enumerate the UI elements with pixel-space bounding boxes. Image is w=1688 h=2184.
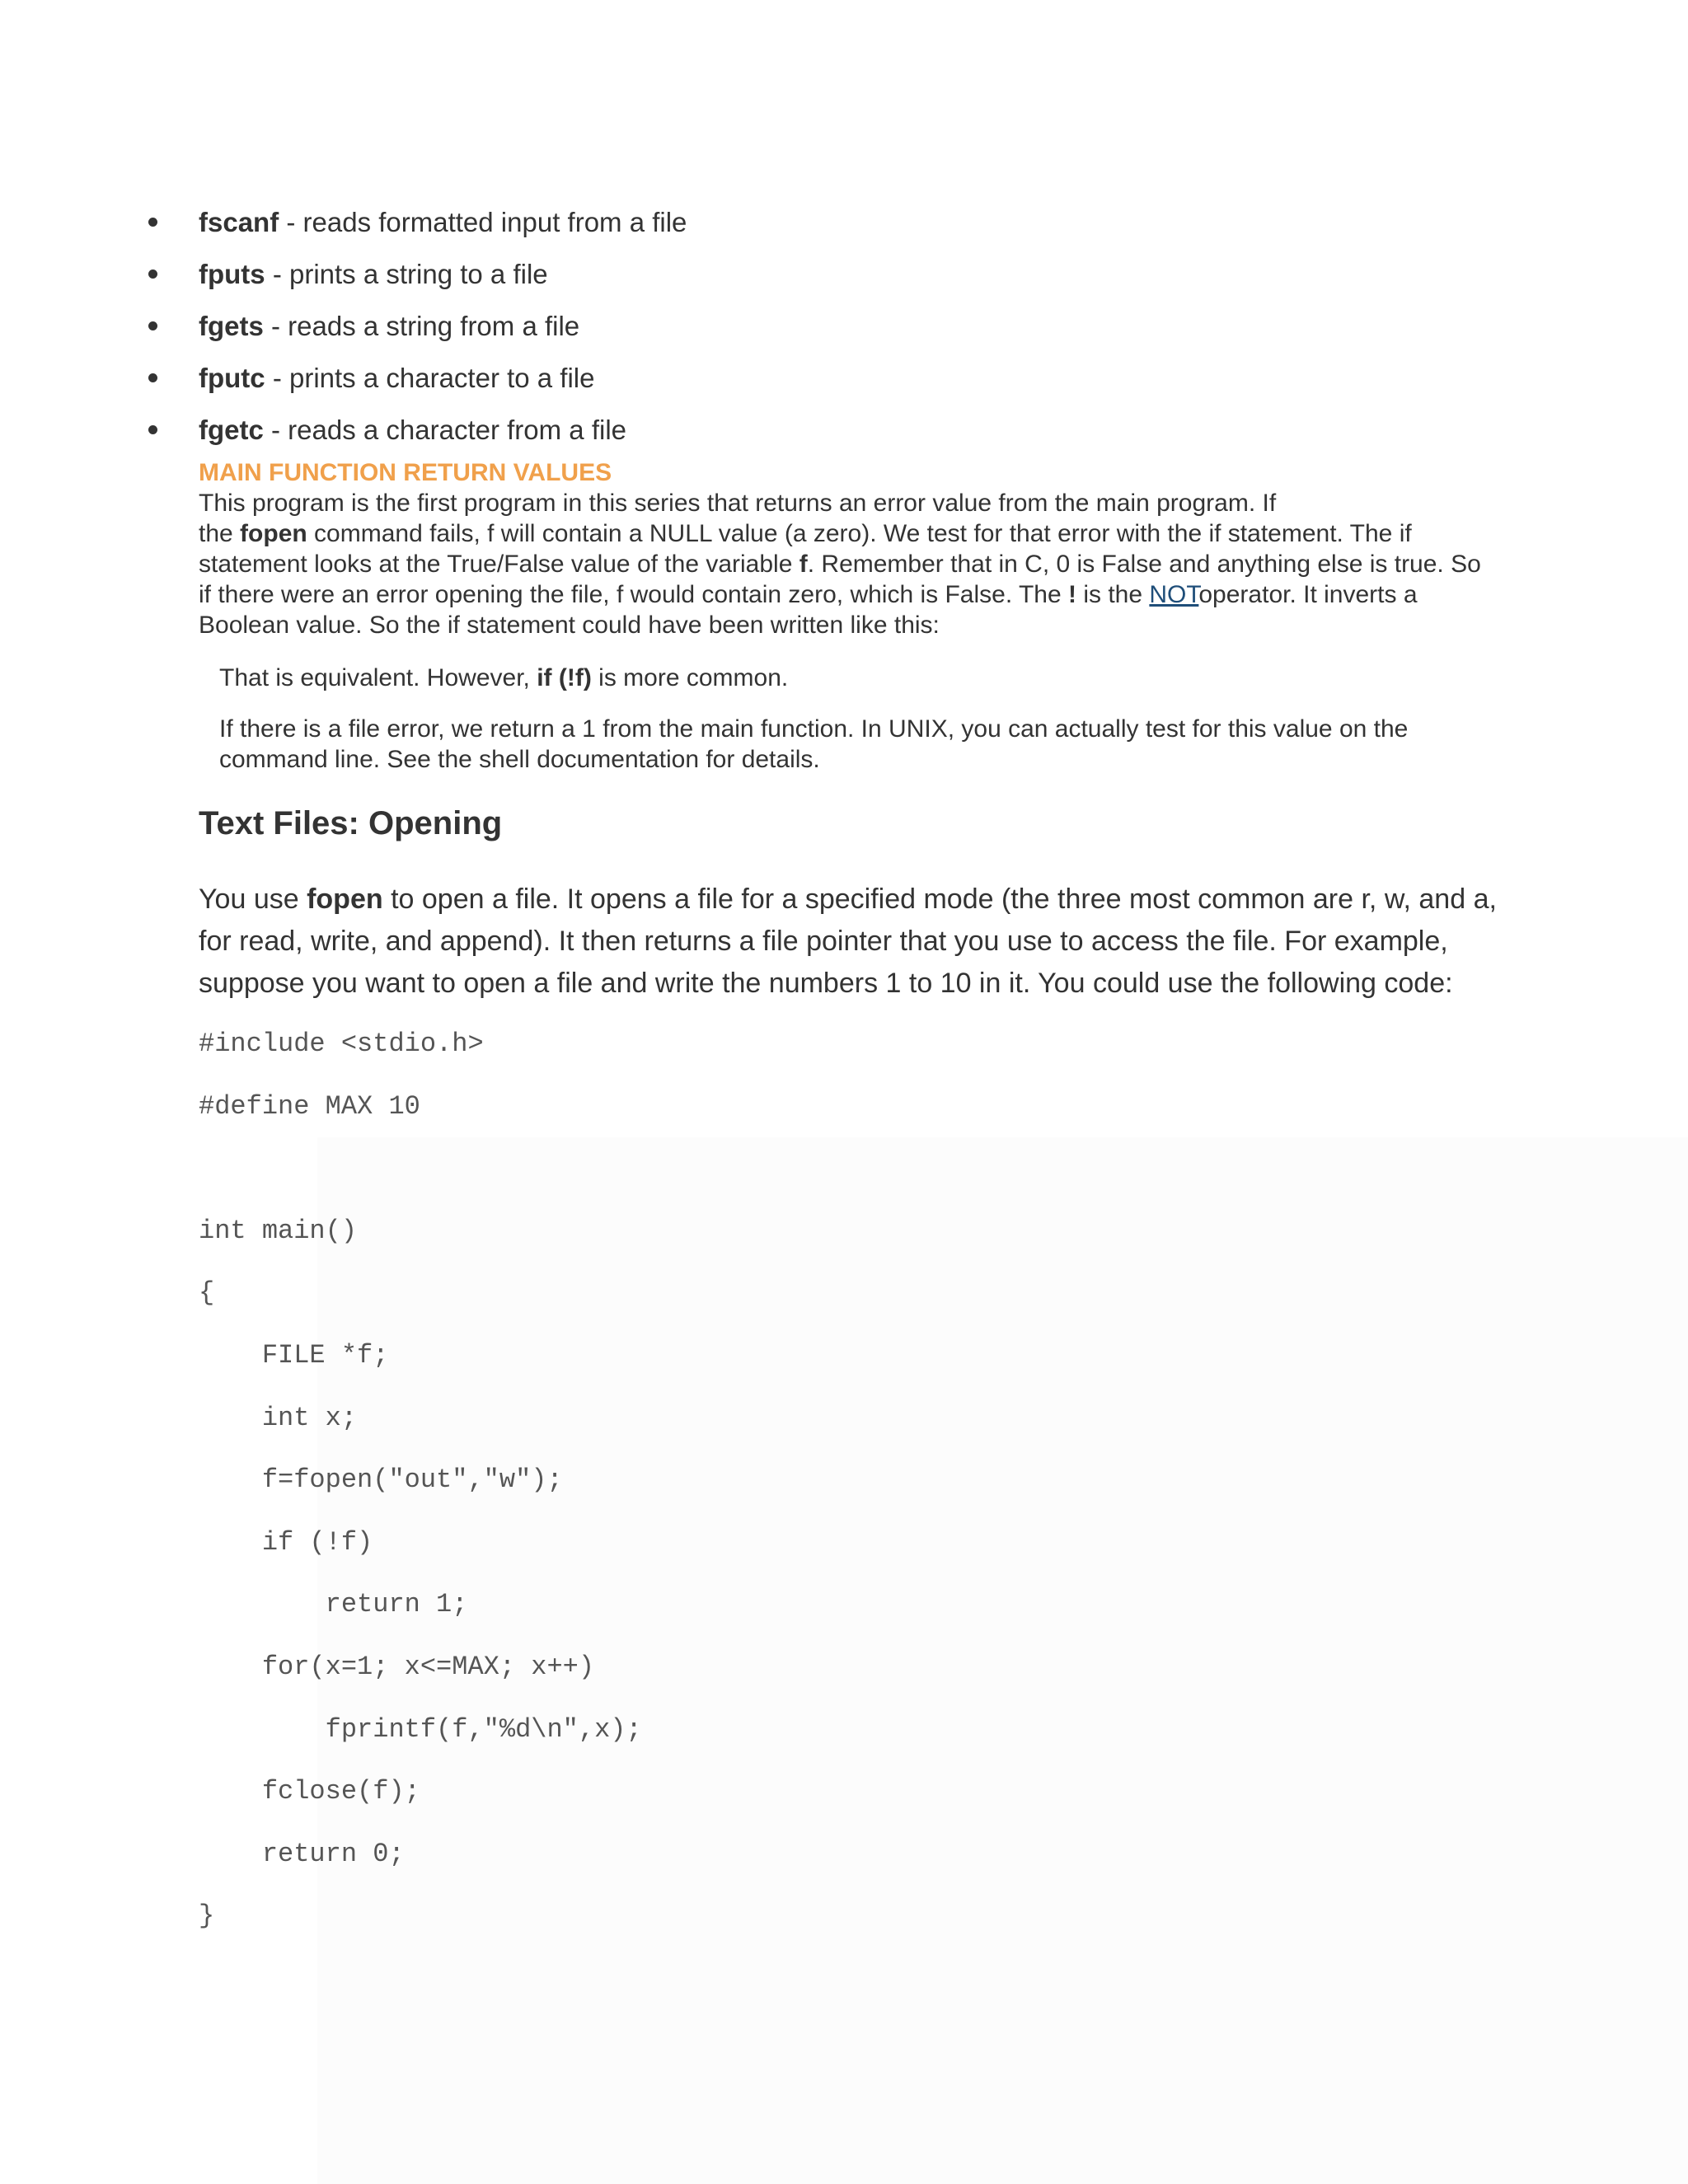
list-item: [0, 404, 1688, 456]
paragraph-line: [199, 518, 1517, 549]
paragraph-line: [199, 879, 1497, 921]
function-description: - reads a string from a file: [263, 311, 580, 341]
function-name: fgetc: [199, 415, 264, 445]
function-name: fgets: [199, 311, 264, 341]
code-line: return 1;: [199, 1589, 468, 1620]
text-run: the: [199, 520, 241, 547]
paragraph-line: [199, 549, 1517, 579]
code-line: fclose(f);: [199, 1776, 420, 1807]
code-block: [199, 1024, 642, 1959]
paragraph-line: [199, 579, 1517, 610]
text-run: to open a file. It opens a file for a specified mode (the three most common are r, w, and a,: [382, 883, 1497, 915]
list-item: [0, 196, 1688, 248]
paragraph-line: This program is the first program in this series that returns an error value from the main program. If: [199, 490, 1277, 517]
bold-term: !: [1068, 581, 1076, 608]
fopen-paragraph: [199, 879, 1497, 1005]
text-run: if there were an error opening the file, f would contain zero, which is False. The: [199, 581, 1068, 608]
paragraph-line: If there is a file error, we return a 1 from the main function. In UNIX, you can actually test for this value on the: [219, 715, 1409, 743]
code-line: }: [199, 1900, 215, 1932]
code-line: fprintf(f,"%d\n",x);: [199, 1713, 642, 1745]
paragraph-line: Boolean value. So the if statement could have been written like this:: [199, 612, 940, 639]
paragraph-line: command line. See the shell documentation for details.: [219, 746, 820, 773]
function-list: [0, 196, 1688, 456]
code-line: {: [199, 1277, 215, 1309]
paragraph-line: suppose you want to open a file and write the numbers 1 to 10 in it. You could use the following code:: [199, 968, 1453, 999]
not-operator-link[interactable]: NOT: [1149, 581, 1199, 608]
code-line: [199, 1149, 642, 1212]
function-name: fscanf: [199, 207, 279, 237]
bold-term: if (!f): [537, 664, 592, 691]
bullet-icon: [148, 321, 157, 330]
function-name: fputs: [199, 259, 265, 289]
code-line: #define MAX 10: [199, 1090, 420, 1122]
bullet-icon: [148, 373, 157, 382]
text-run: is more common.: [591, 664, 789, 691]
text-run: statement looks at the True/False value of the variable: [199, 551, 799, 578]
bold-term: f: [799, 551, 808, 578]
text-run: command fails, f will contain a NULL value (a zero). We test for that error with the if statement. The if: [307, 520, 1412, 547]
text-run: operator. It inverts a: [1198, 581, 1418, 608]
bullet-icon: [148, 269, 157, 279]
bold-term: fopen: [307, 883, 383, 915]
function-description: - reads formatted input from a file: [279, 207, 687, 237]
code-line: int x;: [199, 1402, 358, 1433]
return-values-paragraph: [199, 488, 1517, 640]
function-description: - reads a character from a file: [263, 415, 627, 445]
bold-term: fopen: [240, 520, 307, 547]
paragraph-line: [219, 663, 788, 693]
text-run: . Remember that in C, 0 is False and anything else is true. So: [807, 551, 1481, 578]
bullet-icon: [148, 218, 157, 227]
section-heading: MAIN FUNCTION RETURN VALUES: [199, 459, 612, 486]
code-line: #include <stdio.h>: [199, 1029, 484, 1059]
text-run: That is equivalent. However,: [219, 664, 537, 691]
error-return-note: [219, 714, 1408, 775]
code-line: return 0;: [199, 1838, 405, 1869]
function-name: fputc: [199, 363, 265, 393]
equivalence-note: [219, 663, 788, 693]
function-description: - prints a character to a file: [265, 363, 595, 393]
list-item: [0, 248, 1688, 300]
text-files-heading: Text Files: Opening: [199, 805, 503, 841]
code-line: if (!f): [199, 1526, 373, 1558]
list-item: [0, 300, 1688, 352]
text-run: is the: [1076, 581, 1150, 608]
bullet-icon: [148, 425, 157, 434]
code-line: f=fopen("out","w");: [199, 1465, 563, 1496]
code-line: for(x=1; x<=MAX; x++): [199, 1651, 595, 1682]
paragraph-line: for read, write, and append). It then returns a file pointer that you use to access the file. For example,: [199, 926, 1448, 957]
code-line: int main(): [199, 1215, 358, 1246]
function-description: - prints a string to a file: [265, 259, 548, 289]
code-line: FILE *f;: [199, 1339, 389, 1371]
text-run: You use: [199, 883, 307, 915]
list-item: [0, 352, 1688, 404]
